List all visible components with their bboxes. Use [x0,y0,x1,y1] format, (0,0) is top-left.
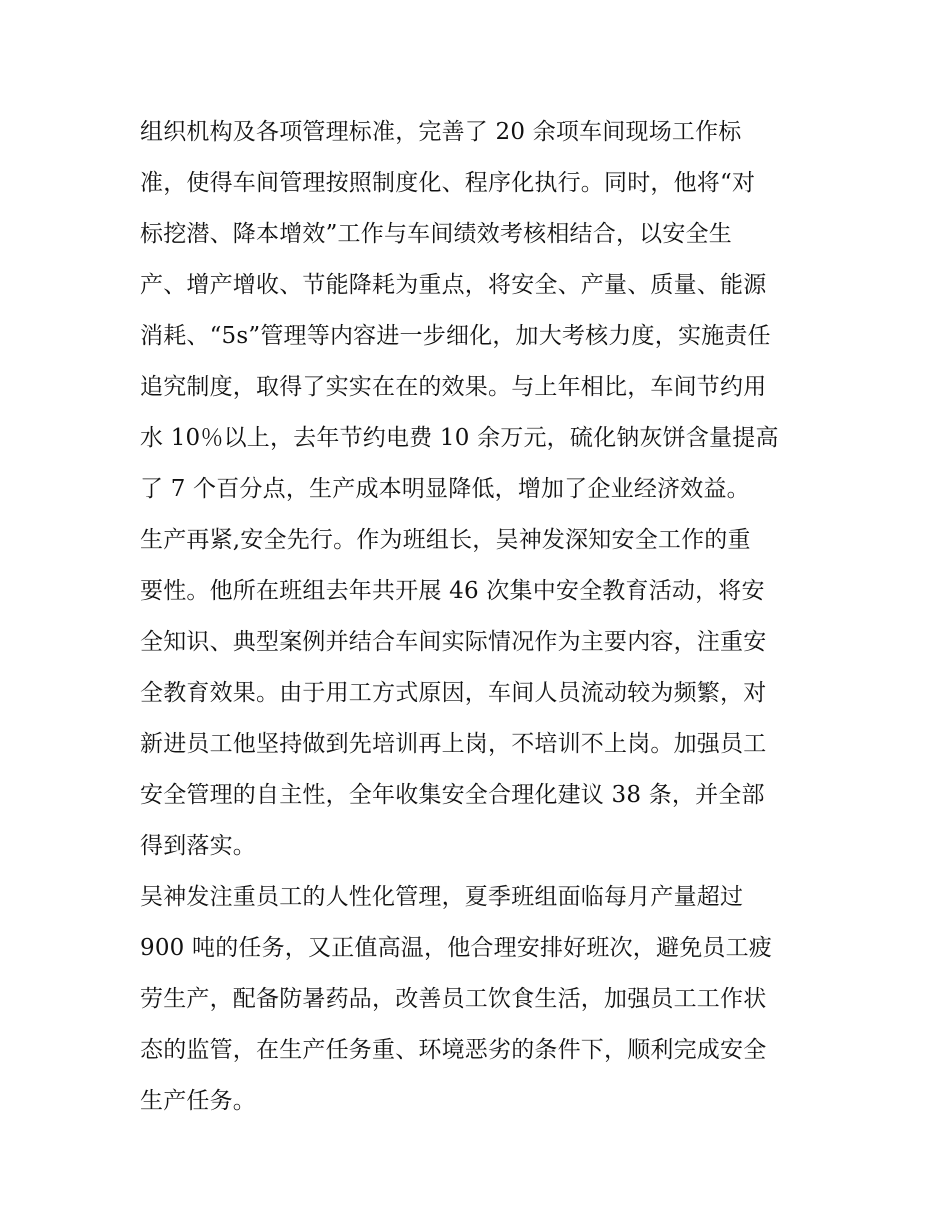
text-line: 得到落实。 [140,833,256,859]
text-line: 900 吨的任务，又正值高温，他合理安排好班次，避免员工疲 [140,935,773,961]
text-line: 要性。他所在班组去年共开展 46 次集中安全教育活动，将安 [140,578,765,604]
text-line: 消耗、“5s”管理等内容进一步细化，加大考核力度，实施责任 [140,323,771,349]
text-line: 追究制度，取得了实实在在的效果。与上年相比，车间节约用 [140,374,767,400]
text-line: 生产任务。 [140,1088,256,1114]
text-line: 劳生产，配备防暑药品，改善员工饮食生活，加强员工工作状 [140,986,767,1012]
document-body [140,107,820,1127]
text-line: 水 10％以上，去年节约电费 10 余万元，硫化钠灰饼含量提高 [140,425,779,451]
text-line: 吴神发注重员工的人性化管理，夏季班组面临每月产量超过 [140,884,744,910]
paragraph-humanized-management [140,872,820,1127]
paragraph-cost-control [140,107,820,515]
text-line: 生产再紧,安全先行。作为班组长，吴神发深知安全工作的重 [140,527,751,553]
text-line: 安全管理的自主性，全年收集安全合理化建议 38 条，并全部 [140,782,765,808]
text-line: 态的监管，在生产任务重、环境恶劣的条件下，顺利完成安全 [140,1037,767,1063]
text-line: 新进员工他坚持做到先培训再上岗，不培训不上岗。加强员工 [140,731,767,757]
text-line: 组织机构及各项管理标准，完善了 20 余项车间现场工作标 [140,119,742,145]
text-line: 准，使得车间管理按照制度化、程序化执行。同时，他将“对 [140,170,756,196]
text-line: 全教育效果。由于用工方式原因，车间人员流动较为频繁，对 [140,680,767,706]
text-line: 产、增产增收、节能降耗为重点，将安全、产量、质量、能源 [140,272,767,298]
paragraph-safety-first [140,515,820,872]
text-line: 标挖潜、降本增效”工作与车间绩效考核相结合，以安全生 [140,221,732,247]
text-line: 了 7 个百分点，生产成本明显降低，增加了企业经济效益。 [140,476,750,502]
text-line: 全知识、典型案例并结合车间实际情况作为主要内容，注重安 [140,629,767,655]
